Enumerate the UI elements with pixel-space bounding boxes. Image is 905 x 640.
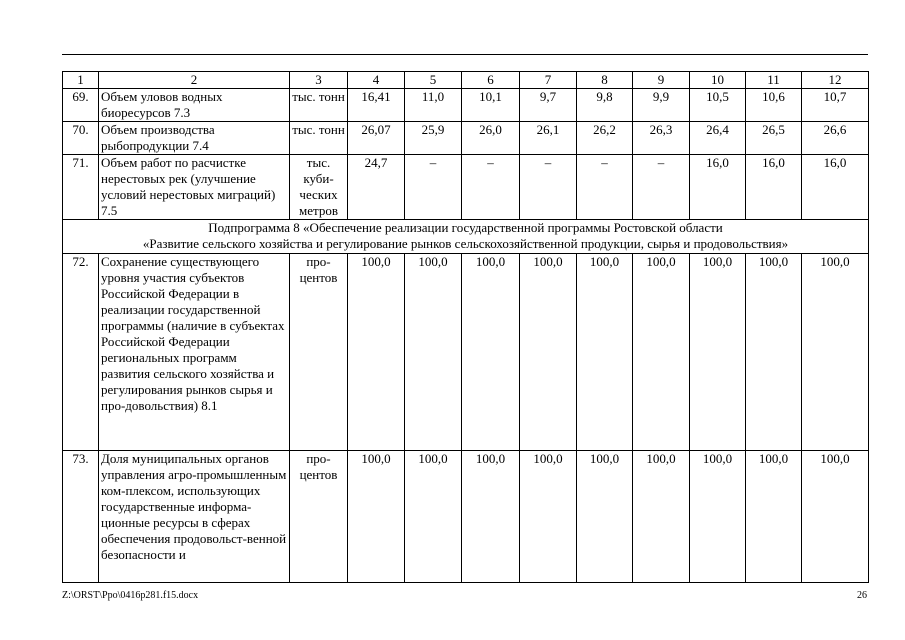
footer-page-number: 26 <box>857 590 867 601</box>
row-number: 70. <box>63 122 99 155</box>
value-cell: 16,0 <box>802 155 869 220</box>
header-cell: 12 <box>802 72 869 89</box>
value-cell: 100,0 <box>462 451 520 583</box>
header-cell: 6 <box>462 72 520 89</box>
header-cell: 7 <box>520 72 577 89</box>
indicator-name: Объем работ по расчистке нерестовых рек (улучшение условий нерестовых миграций) 7.5 <box>99 155 290 220</box>
value-cell: 26,6 <box>802 122 869 155</box>
footer-file-path: Z:\ORST\Ppo\0416p281.f15.docx <box>62 590 199 601</box>
value-cell: 16,0 <box>690 155 746 220</box>
value-cell: 100,0 <box>520 254 577 451</box>
value-cell: 100,0 <box>802 451 869 583</box>
value-cell: 10,7 <box>802 89 869 122</box>
row-number: 73. <box>63 451 99 583</box>
table-row <box>63 254 869 451</box>
unit-cell: тыс. куби-ческих метров <box>290 155 348 220</box>
unit-cell: тыс. тонн <box>290 122 348 155</box>
subprogram-line-1: Подпрограмма 8 «Обеспечение реализации государственной программы Ростовской области <box>208 220 723 235</box>
value-cell: 26,07 <box>348 122 405 155</box>
header-cell: 5 <box>405 72 462 89</box>
value-cell: 100,0 <box>746 451 802 583</box>
value-cell: – <box>405 155 462 220</box>
value-cell: 100,0 <box>462 254 520 451</box>
top-rule <box>62 54 868 55</box>
subprogram-row <box>63 220 869 254</box>
value-cell: 100,0 <box>633 451 690 583</box>
value-cell: 16,0 <box>746 155 802 220</box>
value-cell: 26,5 <box>746 122 802 155</box>
subprogram-line-2: «Развитие сельского хозяйства и регулирование рынков сельскохозяйственной продукции, сырья и продовольствия» <box>142 236 789 251</box>
value-cell: 24,7 <box>348 155 405 220</box>
value-cell: 9,7 <box>520 89 577 122</box>
value-cell: – <box>520 155 577 220</box>
value-cell: 26,2 <box>577 122 633 155</box>
header-cell: 2 <box>99 72 290 89</box>
value-cell: 16,41 <box>348 89 405 122</box>
value-cell: 100,0 <box>746 254 802 451</box>
value-cell: 26,1 <box>520 122 577 155</box>
value-cell: 100,0 <box>690 254 746 451</box>
value-cell: 100,0 <box>520 451 577 583</box>
header-row <box>63 72 869 89</box>
value-cell: 9,9 <box>633 89 690 122</box>
unit-cell: про-центов <box>290 254 348 451</box>
header-cell: 1 <box>63 72 99 89</box>
value-cell: 100,0 <box>577 451 633 583</box>
table-row <box>63 122 869 155</box>
value-cell: 100,0 <box>690 451 746 583</box>
indicator-name: Доля муниципальных органов управления агро-промышленным ком-плексом, использующих государственные информа-ционные ресурсы в сферах обеспечения продовольст-венной безопасности и <box>99 451 290 583</box>
value-cell: 100,0 <box>577 254 633 451</box>
header-cell: 9 <box>633 72 690 89</box>
value-cell: 100,0 <box>802 254 869 451</box>
value-cell: 25,9 <box>405 122 462 155</box>
value-cell: 11,0 <box>405 89 462 122</box>
table-row <box>63 451 869 583</box>
header-cell: 10 <box>690 72 746 89</box>
value-cell: 100,0 <box>405 254 462 451</box>
value-cell: 10,6 <box>746 89 802 122</box>
row-number: 71. <box>63 155 99 220</box>
value-cell: 10,5 <box>690 89 746 122</box>
unit-cell: тыс. тонн <box>290 89 348 122</box>
header-cell: 4 <box>348 72 405 89</box>
row-number: 72. <box>63 254 99 451</box>
value-cell: – <box>633 155 690 220</box>
table-row <box>63 155 869 220</box>
value-cell: 26,4 <box>690 122 746 155</box>
value-cell: 100,0 <box>633 254 690 451</box>
value-cell: 26,0 <box>462 122 520 155</box>
table-row <box>63 89 869 122</box>
header-cell: 11 <box>746 72 802 89</box>
indicator-name: Объем уловов водных биоресурсов 7.3 <box>99 89 290 122</box>
value-cell: 10,1 <box>462 89 520 122</box>
header-cell: 3 <box>290 72 348 89</box>
value-cell: 100,0 <box>348 451 405 583</box>
row-number: 69. <box>63 89 99 122</box>
indicator-name: Объем производства рыбопродукции 7.4 <box>99 122 290 155</box>
indicator-name: Сохранение существующего уровня участия субъектов Российской Федерации в реализации государственной программы (наличие в субъектах Российской Федерации региональных программ развития сельского хозяйства и регулирования рынков сырья и про-довольствия) 8.1 <box>99 254 290 451</box>
value-cell: 100,0 <box>348 254 405 451</box>
unit-cell: про-центов <box>290 451 348 583</box>
subprogram-heading <box>63 220 869 254</box>
value-cell: 100,0 <box>405 451 462 583</box>
value-cell: – <box>577 155 633 220</box>
header-cell: 8 <box>577 72 633 89</box>
indicators-table <box>62 71 869 583</box>
value-cell: – <box>462 155 520 220</box>
value-cell: 26,3 <box>633 122 690 155</box>
value-cell: 9,8 <box>577 89 633 122</box>
